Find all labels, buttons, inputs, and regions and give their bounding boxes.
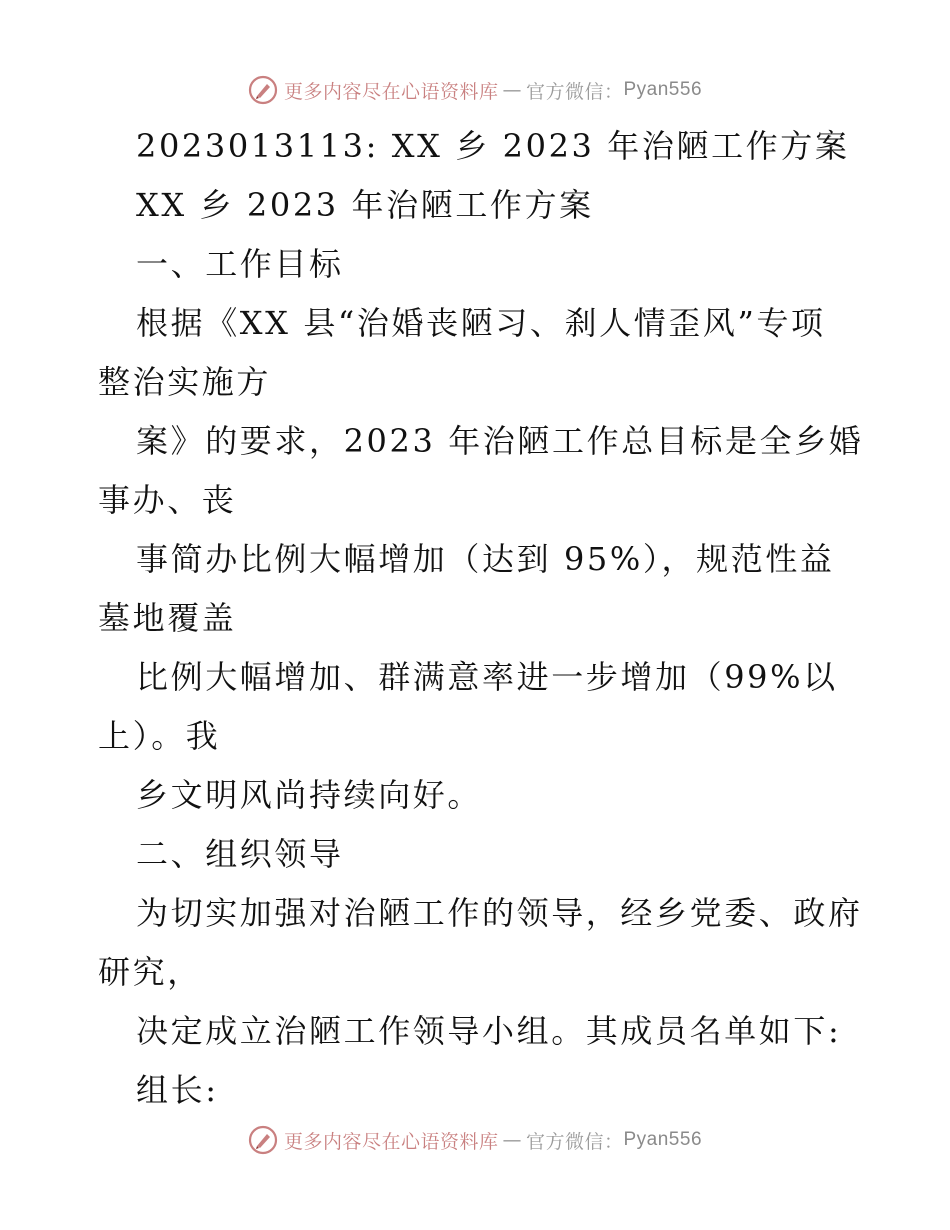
- footer-watermark: [0, 1120, 950, 1160]
- doc-line: 研究，: [98, 953, 202, 991]
- doc-line-title: 2023013113: XX 乡 2023 年治陋工作方案: [136, 127, 850, 165]
- doc-line-subtitle: XX 乡 2023 年治陋工作方案: [136, 186, 594, 224]
- pen-logo-icon: [248, 1125, 278, 1155]
- document-body: [98, 117, 864, 1120]
- watermark-site-text: 更多内容尽在心语资料库: [283, 1130, 499, 1153]
- doc-line: 事办、丧: [98, 481, 237, 519]
- doc-line: 决定成立治陋工作领导小组。其成员名单如下:: [136, 1012, 842, 1050]
- doc-heading-goals: 一、工作目标: [136, 245, 344, 283]
- doc-line: 为切实加强对治陋工作的领导，经乡党委、政府: [136, 894, 863, 932]
- watermark-contact-id: Pyan556: [623, 1129, 703, 1150]
- doc-line: 比例大幅增加、群满意率进一步增加（99%以: [136, 658, 838, 696]
- header-watermark: [0, 70, 950, 110]
- doc-line: 组长:: [136, 1071, 219, 1109]
- watermark-contact-id: Pyan556: [623, 79, 703, 100]
- doc-line: 上）。我: [98, 717, 221, 755]
- doc-line: 整治实施方: [98, 363, 272, 401]
- watermark-separator: —: [502, 79, 522, 101]
- watermark-separator: —: [502, 1129, 522, 1151]
- doc-line: 墓地覆盖: [98, 599, 237, 637]
- doc-heading-organization: 二、组织领导: [136, 835, 344, 873]
- pen-logo-icon: [248, 75, 278, 105]
- doc-line: 案》的要求，2023 年治陋工作总目标是全乡婚: [136, 422, 864, 460]
- watermark-site-text: 更多内容尽在心语资料库: [283, 80, 499, 103]
- doc-line: 乡文明风尚持续向好。: [136, 776, 483, 814]
- watermark-contact-label: 官方微信：: [525, 80, 624, 103]
- doc-line: 事简办比例大幅增加（达到 95%），规范性益: [136, 540, 835, 578]
- watermark-contact-label: 官方微信：: [525, 1130, 624, 1153]
- doc-line: 根据《XX 县“治婚丧陋习、刹人情歪风”专项: [136, 304, 826, 342]
